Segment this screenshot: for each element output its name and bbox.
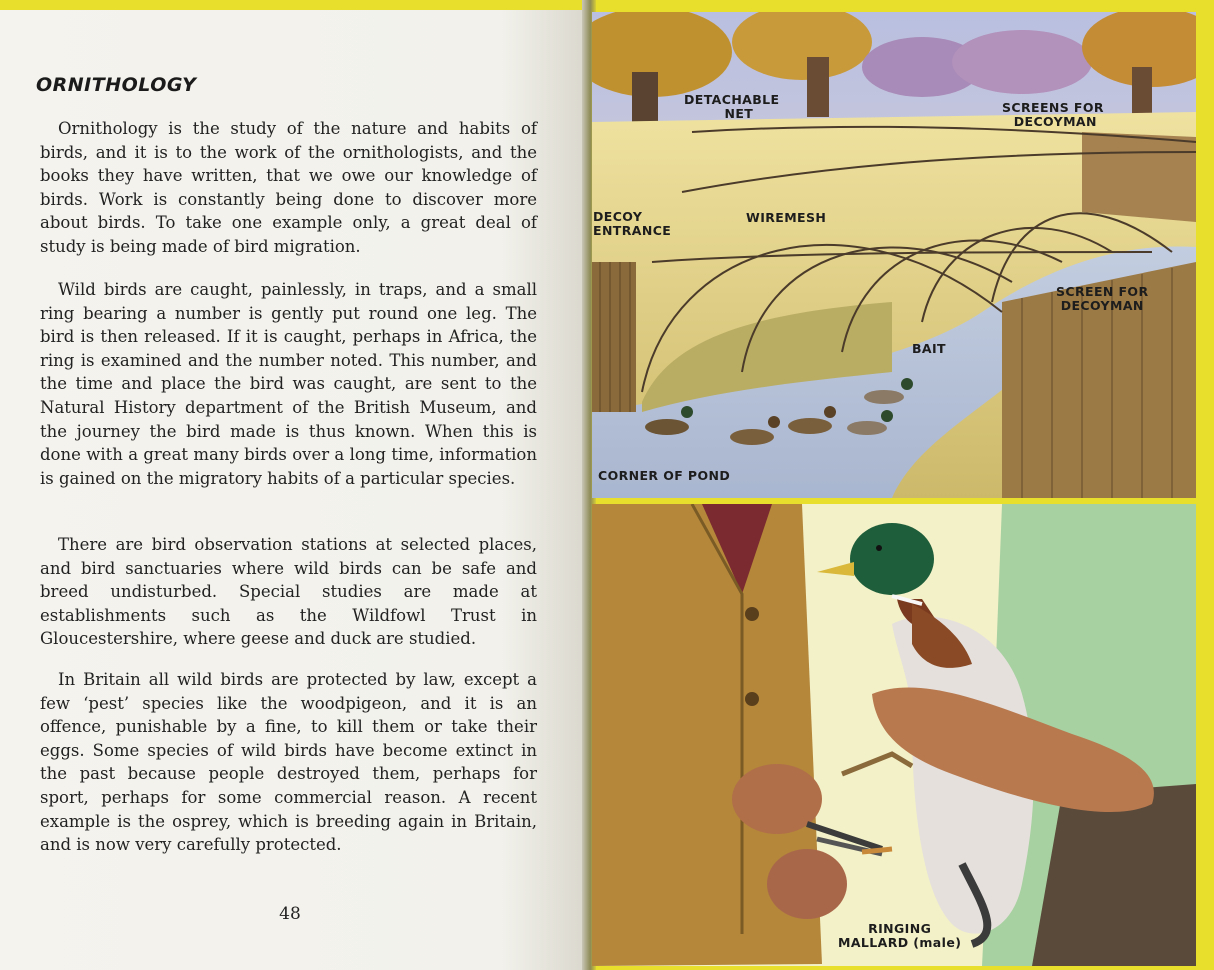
page-number: 48: [279, 904, 301, 924]
duck-decoy-illustration: [592, 12, 1196, 498]
caption-ringing-mallard: RINGING MALLARD (male): [838, 921, 962, 950]
label-wiremesh: WIREMESH: [746, 210, 827, 225]
label-corner-of-pond: CORNER OF POND: [598, 468, 731, 483]
paragraph-sanctuaries: There are bird observation stations at selected places, and bird sanctuaries where wild birds can be safe and breed undisturbed. Special studies are made at establishments such as the Wildfowl Trust in Gloucestershire, where geese and duck are studied.: [40, 535, 537, 649]
paragraph-intro: Ornithology is the study of the nature and habits of birds, and it is to the work of the ornithologists, and the books they have written, that we owe our knowledge of birds. Work is constantly being done to discover more about birds. To take one example only, a great deal of study is being made of bird migration.: [40, 119, 537, 256]
page-heading: ORNITHOLOGY: [36, 74, 197, 96]
paragraph-ringing: Wild birds are caught, painlessly, in traps, and a small ring bearing a number is gently put round one leg. The bird is then released. If it is caught, perhaps in Africa, the ring is examined and the number noted. This number, and the time and place the bird was caught, are sent to the Natural History department of the British Museum, and the journey the bird made is thus known. When this is done with a great many birds over a long time, information is gained on the migratory habits of a particular species.: [40, 280, 537, 488]
label-screen-for-decoyman: SCREEN FOR DECOYMAN: [1056, 284, 1149, 313]
label-decoy-entrance: DECOY ENTRANCE: [593, 209, 672, 238]
label-detachable-net: DETACHABLE NET: [684, 92, 780, 121]
mallard-head: [850, 523, 934, 595]
label-screens-for-decoyman: SCREENS FOR DECOYMAN: [1002, 100, 1104, 129]
ringing-mallard-illustration: [592, 504, 1196, 966]
label-bait: BAIT: [912, 341, 946, 356]
paragraph-protection: In Britain all wild birds are protected by law, except a few ‘pest’ species like the woodpigeon, and it is an offence, punishable by a fine, to kill them or take their eggs. Some species of wild birds have become extinct in the past because people destroyed them, perhaps for sport, perhaps for some commercial reason. A recent example is the osprey, which is breeding again in Britain, and is now very carefully protected.: [40, 670, 537, 855]
